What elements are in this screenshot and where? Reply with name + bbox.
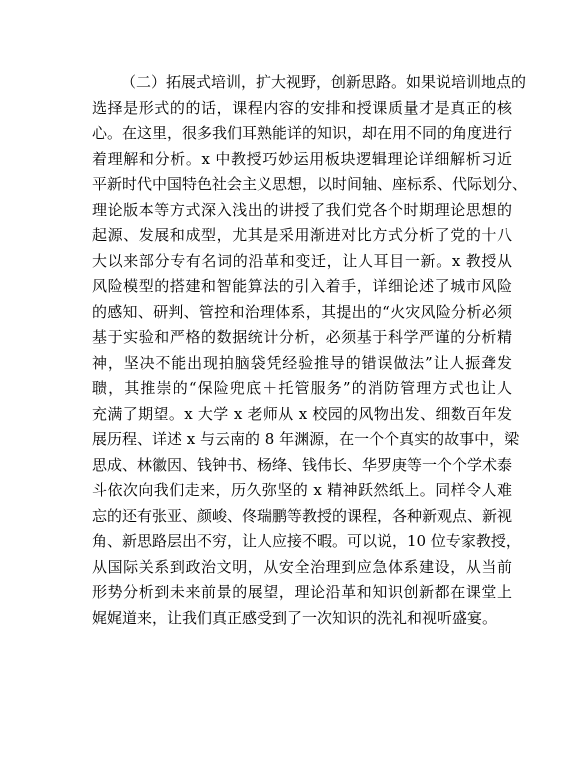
paragraph-line: 选择是形式的的话，课程内容的安排和授课质量才是真正的核 xyxy=(92,98,512,117)
paragraph-line: 形势分析到未来前景的展望，理论沿革和知识创新都在课堂上 xyxy=(92,583,512,601)
paragraph-line: 充满了期望。x 大学 x 老师从 x 校园的风物出发、细数百年发 xyxy=(92,404,512,423)
paragraph-line: 大以来部分专有名词的沿革和变迁，让人耳目一新。x 教授从 xyxy=(92,251,512,270)
paragraph-line: 思成、林徽因、钱钟书、杨绛、钱伟长、华罗庚等一个个学术泰 xyxy=(92,455,513,474)
body-paragraph xyxy=(92,70,528,631)
paragraph-line: 着理解和分析。x 中教授巧妙运用板块逻辑理论详细解析习近 xyxy=(92,149,512,168)
paragraph-line: 心。在这里，很多我们耳熟能详的知识，却在用不同的角度进行 xyxy=(92,124,513,142)
paragraph-line: 展历程、详述 x 与云南的 8 年渊源，在一个个真实的故事中，梁 xyxy=(92,430,520,448)
paragraph-line: 角、新思路层出不穷，让人应接不暇。可以说，10 位专家教授， xyxy=(92,532,521,550)
paragraph-line: （二）拓展式培训，扩大视野，创新思路。如果说培训地点的 xyxy=(121,73,527,91)
paragraph-line: 基于实验和严格的数据统计分析，必须基于科学严谨的分析精 xyxy=(92,328,512,346)
paragraph-line: 起源、发展和成型，尤其是采用渐进对比方式分析了党的十八 xyxy=(92,226,512,244)
paragraph-line: 理论版本等方式深入浅出的讲授了我们党各个时期理论思想的 xyxy=(92,200,512,219)
paragraph-line: 风险模型的搭建和智能算法的引入着手，详细论述了城市风险 xyxy=(92,277,512,295)
paragraph-line: 聩，其推崇的“保险兜底＋托管服务”的消防管理方式也让人 xyxy=(92,379,512,397)
paragraph-line: 的感知、研判、管控和治理体系，其提出的“火灾风险分析必须 xyxy=(92,302,512,321)
paragraph-line: 从国际关系到政治文明，从安全治理到应急体系建设，从当前 xyxy=(92,557,512,576)
paragraph-line: 忘的还有张亚、颜峻、佟瑞鹏等教授的课程，各种新观点、新视 xyxy=(92,506,513,525)
paragraph-line: 平新时代中国特色社会主义思想，以时间轴、座标系、代际划分、 xyxy=(92,175,528,193)
paragraph-line: 神，坚决不能出现拍脑袋凭经验推导的错误做法”让人振聋发 xyxy=(92,353,512,372)
paragraph-line: 娓娓道来，让我们真正感受到了一次知识的洗礼和视听盛宴。 xyxy=(92,608,498,627)
paragraph-line: 斗依次向我们走来，历久弥坚的 x 精神跃然纸上。同样令人难 xyxy=(92,481,512,499)
